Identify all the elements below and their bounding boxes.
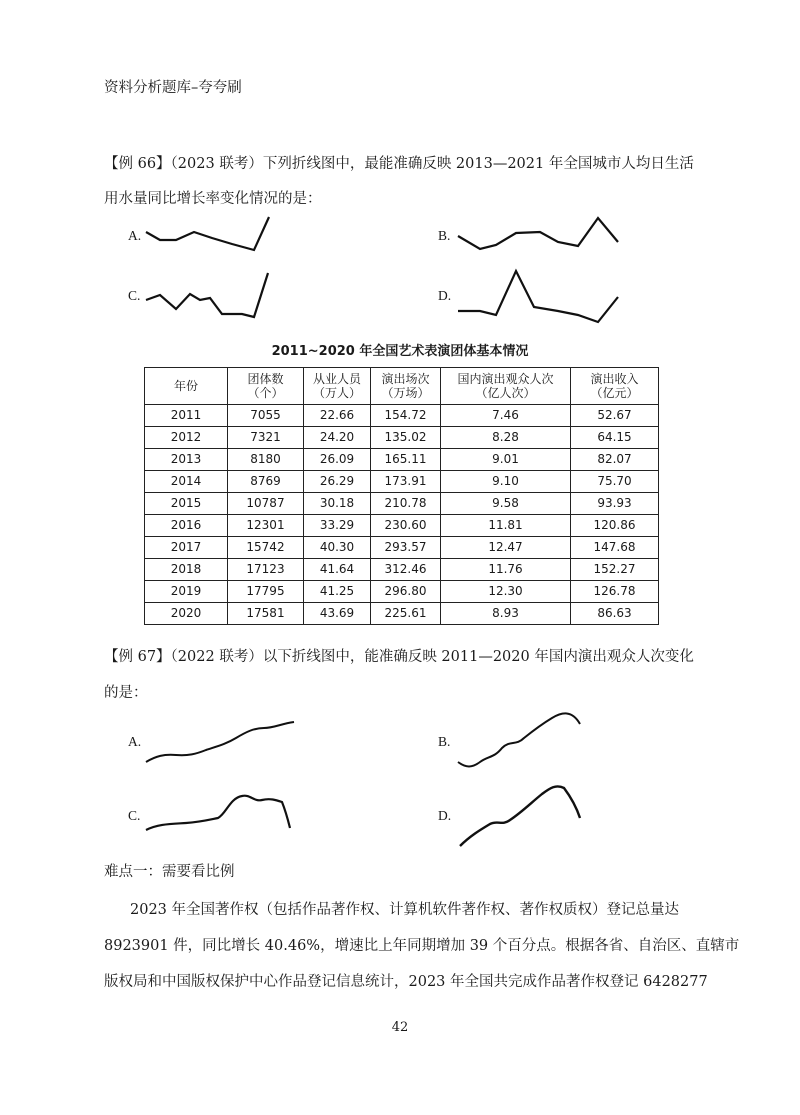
cell-revenue: 152.27 [571,559,659,581]
cell-shows: 210.78 [371,493,441,515]
body-line3: 版权局和中国版权保护中心作品登记信息统计，2023 年全国共完成作品著作权登记 6428277 [104,974,708,990]
table-title: 2011~2020 年全国艺术表演团体基本情况 [271,344,529,359]
cell-groups: 17123 [228,559,304,581]
q67-option-c-label[interactable]: C. [128,808,141,823]
cell-year: 2020 [145,603,228,625]
table-row [145,493,659,515]
q67-option-d-label[interactable]: D. [438,808,452,823]
cell-audience: 9.01 [441,449,571,471]
cell-shows: 312.46 [371,559,441,581]
cell-revenue: 86.63 [571,603,659,625]
cell-revenue: 82.07 [571,449,659,471]
cell-shows: 293.57 [371,537,441,559]
col-header-year: 年份 [145,368,228,405]
q66-option-a-label[interactable]: A. [128,228,142,243]
cell-year: 2013 [145,449,228,471]
q67-option-a-line [146,722,294,762]
table-row [145,515,659,537]
q66-option-a-line [146,217,269,250]
cell-year: 2016 [145,515,228,537]
q66-option-d-chart[interactable] [458,268,624,326]
q66-option-a-chart[interactable] [146,212,276,256]
cell-groups: 17581 [228,603,304,625]
q66-option-d-line [458,271,618,322]
col-header-staff: 从业人员 （万人） [304,368,371,405]
stats-table [144,367,659,625]
q66-text-line1: 【例 66】（2023 联考）下列折线图中，最能准确反映 2013—2021 年全国城市人均日生活 [104,156,694,172]
cell-shows: 173.91 [371,471,441,493]
cell-year: 2015 [145,493,228,515]
col-header-groups: 团体数 （个） [228,368,304,405]
cell-year: 2018 [145,559,228,581]
table-row [145,427,659,449]
table-row [145,449,659,471]
cell-shows: 230.60 [371,515,441,537]
cell-shows: 154.72 [371,405,441,427]
subheading: 难点一：需要看比例 [104,864,235,880]
cell-staff: 24.20 [304,427,371,449]
cell-revenue: 75.70 [571,471,659,493]
cell-staff: 41.64 [304,559,371,581]
cell-audience: 9.10 [441,471,571,493]
body-line1: 2023 年全国著作权（包括作品著作权、计算机软件著作权、著作权质权）登记总量达 [130,902,680,918]
q67-text-line2: 的是： [104,685,148,701]
q66-option-d-label[interactable]: D. [438,288,452,303]
q67-option-b-line [458,713,580,766]
cell-shows: 135.02 [371,427,441,449]
cell-staff: 22.66 [304,405,371,427]
table-header-row [145,368,659,405]
cell-audience: 12.47 [441,537,571,559]
q67-option-a-chart[interactable] [146,716,296,766]
cell-shows: 165.11 [371,449,441,471]
q66-option-b-label[interactable]: B. [438,228,451,243]
cell-audience: 9.58 [441,493,571,515]
cell-audience: 11.81 [441,515,571,537]
page-header: 资料分析题库–夸夸刷 [104,80,242,96]
cell-year: 2019 [145,581,228,603]
table-row [145,581,659,603]
cell-revenue: 120.86 [571,515,659,537]
table-row [145,471,659,493]
cell-staff: 41.25 [304,581,371,603]
table-row [145,603,659,625]
cell-audience: 8.93 [441,603,571,625]
q66-option-c-line [146,273,268,317]
cell-staff: 40.30 [304,537,371,559]
col-header-revenue: 演出收入 （亿元） [571,368,659,405]
cell-staff: 33.29 [304,515,371,537]
cell-revenue: 64.15 [571,427,659,449]
cell-revenue: 126.78 [571,581,659,603]
cell-revenue: 93.93 [571,493,659,515]
cell-audience: 7.46 [441,405,571,427]
col-header-shows: 演出场次 （万场） [371,368,441,405]
cell-groups: 10787 [228,493,304,515]
cell-year: 2014 [145,471,228,493]
cell-audience: 12.30 [441,581,571,603]
cell-groups: 8180 [228,449,304,471]
cell-year: 2012 [145,427,228,449]
cell-staff: 26.29 [304,471,371,493]
table-row [145,559,659,581]
cell-staff: 30.18 [304,493,371,515]
q66-option-c-label[interactable]: C. [128,288,141,303]
cell-groups: 17795 [228,581,304,603]
q67-option-b-label[interactable]: B. [438,734,451,749]
cell-staff: 43.69 [304,603,371,625]
q66-text-line2: 用水量同比增长率变化情况的是： [104,191,322,207]
cell-year: 2011 [145,405,228,427]
cell-audience: 8.28 [441,427,571,449]
cell-groups: 15742 [228,537,304,559]
cell-year: 2017 [145,537,228,559]
col-header-audience: 国内演出观众人次 （亿人次） [441,368,571,405]
table-row [145,405,659,427]
cell-groups: 12301 [228,515,304,537]
q66-option-b-chart[interactable] [458,212,624,256]
cell-shows: 225.61 [371,603,441,625]
q67-text-line1: 【例 67】（2022 联考）以下折线图中，能准确反映 2011—2020 年国内演出观众人次变化 [104,649,694,665]
q67-option-d-chart[interactable] [458,784,584,848]
cell-groups: 7055 [228,405,304,427]
cell-groups: 8769 [228,471,304,493]
cell-groups: 7321 [228,427,304,449]
cell-shows: 296.80 [371,581,441,603]
cell-revenue: 52.67 [571,405,659,427]
body-line2: 8923901 件，同比增长 40.46%，增速比上年同期增加 39 个百分点。根据各省、自治区、直辖市 [104,938,740,954]
q67-option-c-chart[interactable] [146,790,296,834]
q67-option-c-line [146,796,290,830]
q67-option-b-chart[interactable] [458,708,584,770]
table-row [145,537,659,559]
q67-option-a-label[interactable]: A. [128,734,142,749]
q66-option-b-line [458,218,618,249]
cell-staff: 26.09 [304,449,371,471]
page-number: 42 [391,1020,409,1035]
q66-option-c-chart[interactable] [146,270,276,322]
cell-revenue: 147.68 [571,537,659,559]
cell-audience: 11.76 [441,559,571,581]
q67-option-d-line [460,786,580,846]
